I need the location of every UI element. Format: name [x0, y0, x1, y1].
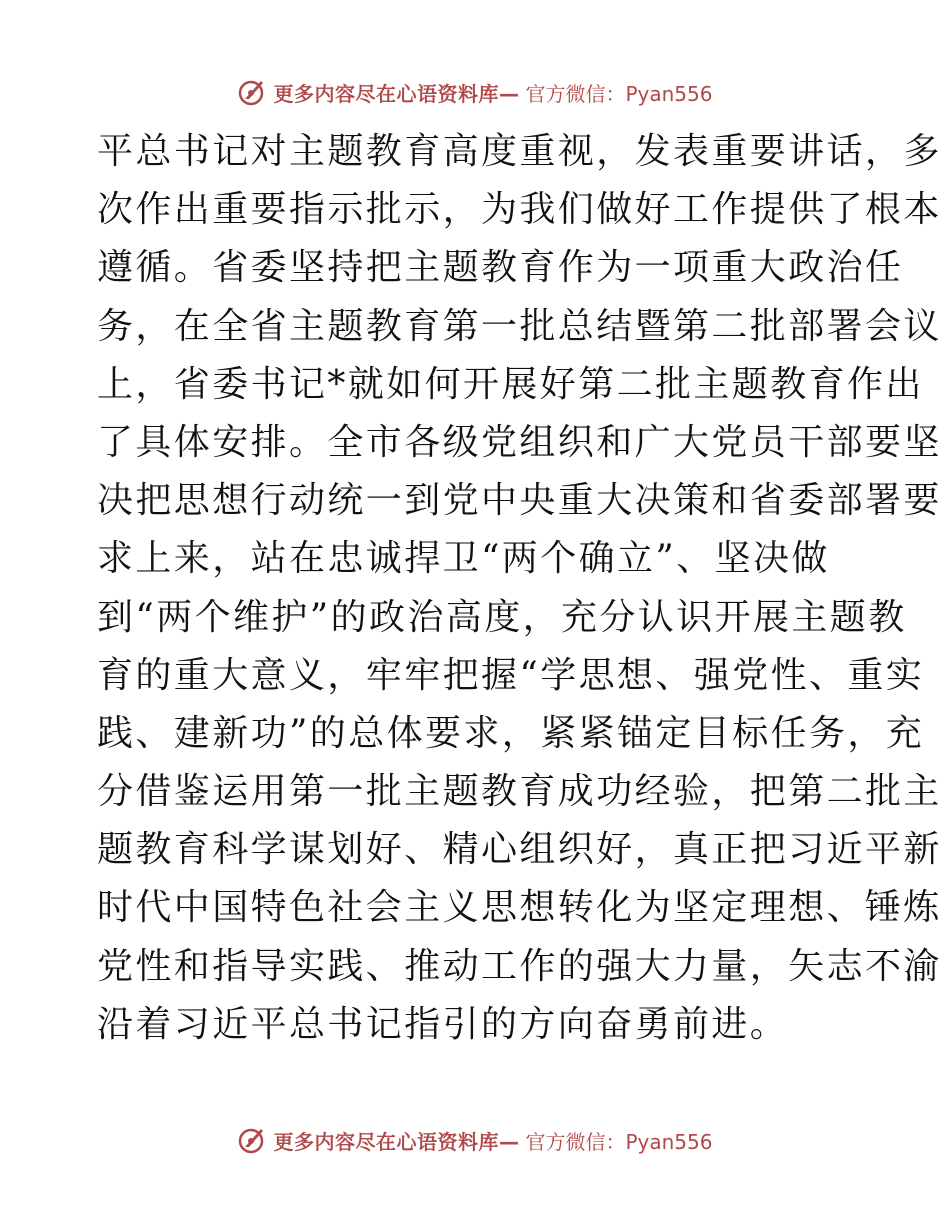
text-line: 决把思想行动统一到党中央重大决策和省委部署要 — [97, 480, 942, 522]
quill-logo-icon — [237, 77, 267, 107]
text-line: 了具体安排。全市各级党组织和广大党员干部要坚 — [97, 421, 942, 463]
watermark-contact: 官方微信：Pyan556 — [525, 1129, 713, 1154]
watermark-text: 更多内容尽在心语资料库— — [273, 1129, 520, 1154]
text-line: 党性和指导实践、推动工作的强大力量，矢志不渝 — [97, 945, 942, 987]
text-line: 次作出重要指示批示，为我们做好工作提供了根本 — [97, 189, 942, 231]
text-line: 分借鉴运用第一批主题教育成功经验，把第二批主 — [97, 771, 942, 813]
text-line: 践、建新功”的总体要求，紧紧锚定目标任务，充 — [97, 712, 925, 754]
text-line: 上，省委书记*就如何开展好第二批主题教育作出 — [97, 363, 924, 405]
text-line: 题教育科学谋划好、精心组织好，真正把习近平新 — [97, 829, 942, 871]
text-line: 时代中国特色社会主义思想转化为坚定理想、锤炼 — [97, 887, 942, 929]
watermark-contact: 官方微信：Pyan556 — [525, 81, 713, 106]
text-line: 遵循。省委坚持把主题教育作为一项重大政治任 — [97, 247, 904, 289]
text-line: 平总书记对主题教育高度重视，发表重要讲话，多 — [97, 131, 942, 172]
document-body — [97, 123, 942, 1054]
text-line: 沿着习近平总书记指引的方向奋勇前进。 — [97, 1003, 789, 1045]
header-watermark — [0, 72, 950, 112]
text-line: 育的重大意义，牢牢把握“学思想、强党性、重实 — [97, 654, 925, 696]
watermark-text: 更多内容尽在心语资料库— — [273, 81, 520, 106]
text-line: 务，在全省主题教育第一批总结暨第二批部署会议 — [97, 305, 942, 347]
quill-logo-icon — [237, 1125, 267, 1155]
footer-watermark — [0, 1120, 950, 1160]
text-line: 到“两个维护”的政治高度，充分认识开展主题教 — [97, 596, 907, 638]
text-line: 求上来，站在忠诚捍卫“两个确立”、坚决做 — [97, 538, 830, 580]
